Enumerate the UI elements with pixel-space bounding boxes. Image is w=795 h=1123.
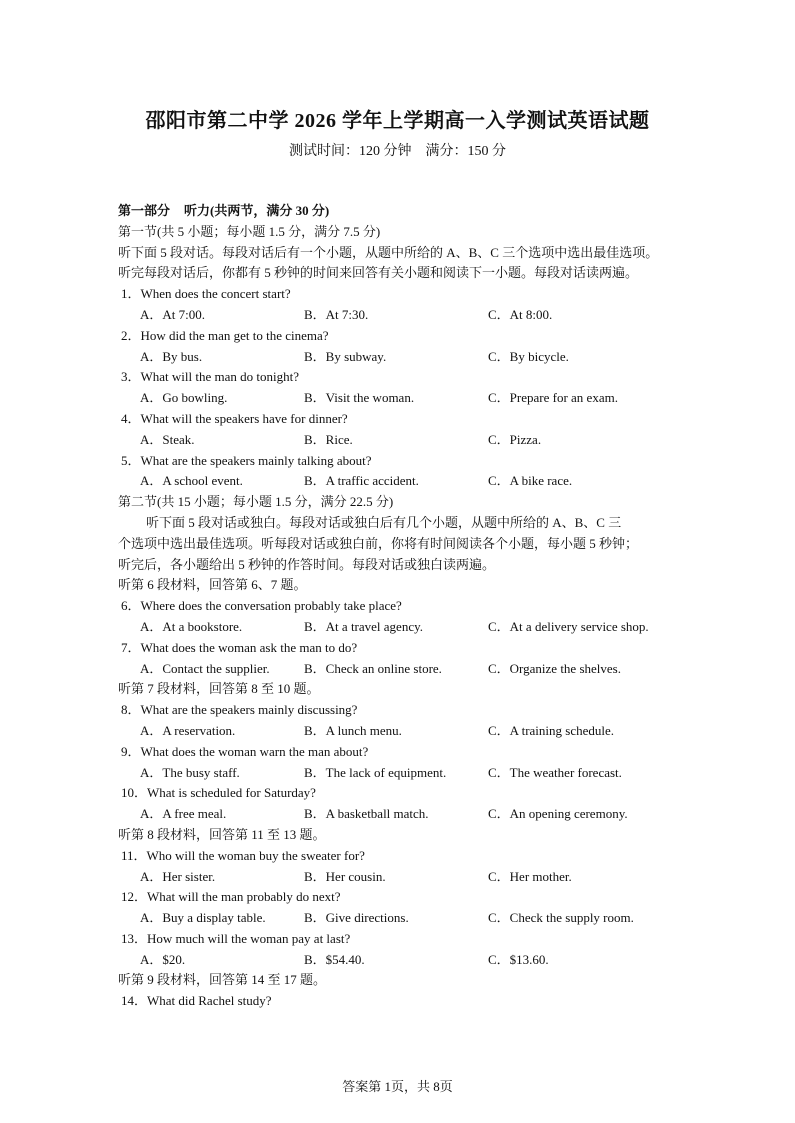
option-row — [118, 763, 688, 784]
option-a: A．The busy staff. — [140, 764, 240, 780]
option-row — [118, 659, 688, 680]
option-b: B．A lunch menu. — [304, 722, 402, 738]
section2-heading: 第二节(共 15 小题；每小题 1.5 分，满分 22.5 分) — [118, 494, 394, 510]
part-heading — [118, 201, 688, 222]
option-c: C．At a delivery service shop. — [488, 618, 649, 634]
option-c: C．Prepare for an exam. — [488, 390, 618, 406]
section2-instruction: 听完后，各小题给出 5 秒钟的作答时间。每段对话或独白读两遍。 — [118, 556, 496, 572]
question: 12．What will the man probably do next? — [121, 889, 341, 905]
option-c: C．An opening ceremony. — [488, 806, 628, 822]
option-row — [118, 867, 688, 888]
option-c: C．At 8:00. — [488, 306, 553, 322]
section1-heading: 第一节(共 5 小题；每小题 1.5 分，满分 7.5 分) — [118, 223, 381, 239]
option-a: A．At 7:00. — [140, 306, 206, 322]
option-row — [118, 721, 688, 742]
option-row — [118, 471, 688, 492]
listening-note: 听第 6 段材料，回答第 6、7 题。 — [118, 577, 307, 593]
option-row — [118, 617, 688, 638]
option-c: C．A bike race. — [488, 473, 573, 489]
option-row — [118, 305, 688, 326]
part-number: 第一部分 — [118, 203, 171, 218]
question: 2．How did the man get to the cinema? — [121, 327, 329, 343]
section2-instruction: 听下面 5 段对话或独白。每段对话或独白后有几个小题，从题中所给的 A、B、C 三 — [146, 514, 622, 530]
question: 6．Where does the conversation probably take place? — [121, 598, 402, 614]
listening-note: 听第 9 段材料，回答第 14 至 17 题。 — [118, 972, 327, 988]
option-a: A．A free meal. — [140, 806, 227, 822]
option-c: C．By bicycle. — [488, 348, 569, 364]
option-row — [118, 388, 688, 409]
option-b: B．At 7:30. — [304, 306, 369, 322]
option-a: A．A reservation. — [140, 722, 236, 738]
option-b: B．$54.40. — [304, 951, 365, 967]
section1-instruction: 听下面 5 段对话。每段对话后有一个小题，从题中所给的 A、B、C 三个选项中选出最佳选项。 — [118, 244, 659, 260]
listening-note: 听第 8 段材料，回答第 11 至 13 题。 — [118, 826, 326, 842]
option-a: A．A school event. — [140, 473, 243, 489]
question: 10．What is scheduled for Saturday? — [121, 785, 316, 801]
option-a: A．$20. — [140, 951, 186, 967]
option-c: C．Organize the shelves. — [488, 660, 621, 676]
question: 1．When does the concert start? — [121, 286, 291, 302]
option-a: A．Steak. — [140, 431, 195, 447]
option-row — [118, 908, 688, 929]
exam-content — [118, 201, 688, 1012]
listening-note: 听第 7 段材料，回答第 8 至 10 题。 — [118, 681, 320, 697]
option-b: B．A basketball match. — [304, 806, 429, 822]
question: 5．What are the speakers mainly talking about? — [121, 452, 372, 468]
question: 3．What will the man do tonight? — [121, 369, 299, 385]
option-c: C．The weather forecast. — [488, 764, 622, 780]
section1-instruction: 听完每段对话后，你都有 5 秒钟的时间来回答有关小题和阅读下一小题。每段对话读两遍。 — [118, 265, 639, 281]
option-b: B．Visit the woman. — [304, 390, 415, 406]
section2-instruction: 个选项中选出最佳选项。听每段对话或独白前，你将有时间阅读各个小题，每小题 5 秒钟； — [118, 535, 639, 551]
option-a: A．Buy a display table. — [140, 910, 266, 926]
option-row — [118, 347, 688, 368]
question: 7．What does the woman ask the man to do? — [121, 639, 358, 655]
option-c: C．Her mother. — [488, 868, 572, 884]
option-c: C．$13.60. — [488, 951, 549, 967]
option-a: A．Go bowling. — [140, 390, 228, 406]
option-b: B．By subway. — [304, 348, 387, 364]
exam-subtitle: 测试时间：120 分钟 满分：150 分 — [289, 144, 506, 159]
option-c: C．Pizza. — [488, 431, 542, 447]
question: 13．How much will the woman pay at last? — [121, 930, 351, 946]
option-row — [118, 950, 688, 971]
option-a: A．By bus. — [140, 348, 203, 364]
part-name: 听力(共两节，满分 30 分) — [184, 203, 330, 218]
question: 9．What does the woman warn the man about? — [121, 743, 369, 759]
question: 4．What will the speakers have for dinner? — [121, 410, 348, 426]
exam-title: 邵阳市第二中学 2026 学年上学期高一入学测试英语试题 — [145, 110, 650, 132]
option-b: B．Give directions. — [304, 910, 409, 926]
option-b: B．Her cousin. — [304, 868, 386, 884]
option-c: C．A training schedule. — [488, 722, 615, 738]
option-b: B．At a travel agency. — [304, 618, 423, 634]
question: 8．What are the speakers mainly discussing? — [121, 702, 358, 718]
question: 11．Who will the woman buy the sweater for? — [121, 847, 365, 863]
option-a: A．Her sister. — [140, 868, 216, 884]
option-row — [118, 804, 688, 825]
option-a: A．At a bookstore. — [140, 618, 243, 634]
option-b: B．Check an online store. — [304, 660, 442, 676]
option-row — [118, 430, 688, 451]
option-c: C．Check the supply room. — [488, 910, 634, 926]
option-b: B．A traffic accident. — [304, 473, 419, 489]
option-b: B．Rice. — [304, 431, 353, 447]
option-b: B．The lack of equipment. — [304, 764, 447, 780]
question: 14．What did Rachel study? — [121, 993, 272, 1009]
page-footer: 答案第 1页，共 8页 — [342, 1079, 453, 1094]
option-a: A．Contact the supplier. — [140, 660, 270, 676]
